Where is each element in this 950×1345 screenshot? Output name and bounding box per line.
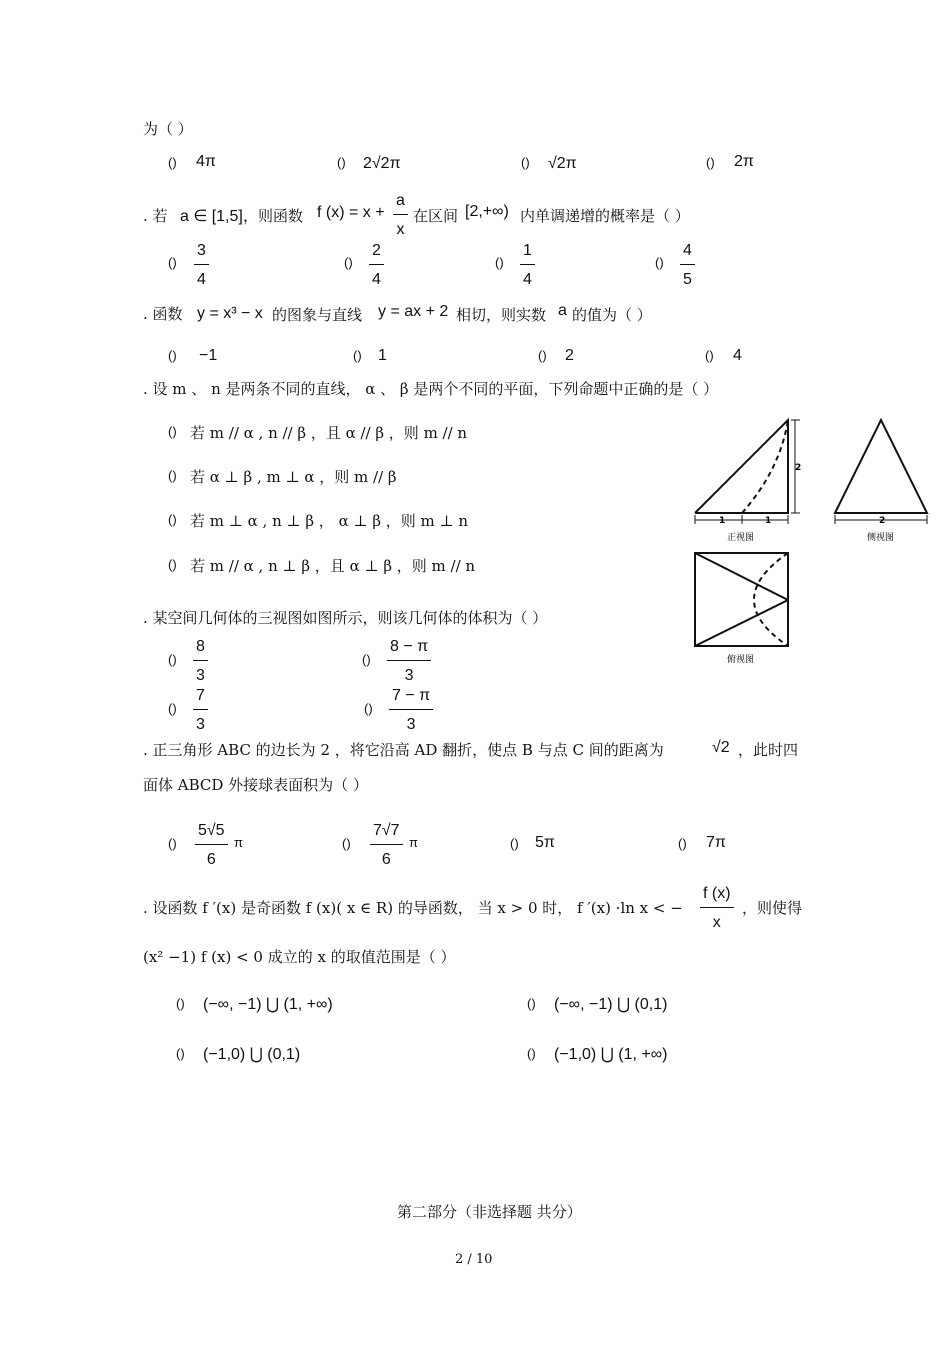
dim-right-label: 1 (765, 516, 772, 526)
frac-numerator: 7 (193, 687, 208, 710)
option-d-mark: () (705, 348, 714, 363)
frac-denominator: 6 (206, 851, 216, 868)
frac-denominator: 3 (406, 716, 416, 733)
q-tangent-line: y = ax + 2 (378, 303, 449, 320)
option-a-suffix: π (234, 835, 243, 850)
option-c-mark: () (538, 348, 547, 363)
option-a-mark: () (168, 155, 177, 170)
frac-denominator: 4 (197, 271, 206, 288)
frac-denominator: 3 (404, 667, 414, 684)
three-view-figure (685, 410, 935, 670)
option-c-mark: () (168, 701, 177, 716)
option-a-value: (−∞, −1) ⋃ (1, +∞) (203, 996, 333, 1013)
option-d-value: 2π (734, 153, 754, 170)
option-c-value: √2π (548, 155, 577, 172)
frac-denominator: 4 (372, 271, 381, 288)
option-d-mark: () (706, 155, 715, 170)
frac-numerator: 7 − π (389, 687, 433, 710)
option-a-value: 4π (196, 153, 216, 170)
q-prob-text2: 在区间 (413, 207, 459, 225)
q-odd-frac (700, 885, 734, 932)
option-d-value: 7π (706, 834, 726, 851)
option-a-mark: () (168, 348, 177, 363)
q-tangent-var: a (558, 302, 567, 319)
dim-left-label: 1 (719, 516, 726, 526)
frac-numerator: 8 − π (387, 638, 431, 661)
option-b-mark: () (353, 348, 362, 363)
option-a-text: 若 m // α , n // β ，且 α // β ，则 m // n (190, 424, 468, 442)
option-b-mark: () (342, 836, 351, 851)
option-b-mark: () (168, 468, 177, 483)
front-view (695, 420, 788, 513)
frac-denominator: 5 (683, 271, 692, 288)
option-d-frac (389, 687, 433, 734)
frac-numerator: f (x) (700, 885, 734, 908)
frac-numerator: 4 (680, 242, 695, 265)
frac-denominator: 6 (381, 851, 391, 868)
q-prob-text1: 则函数 (258, 207, 304, 225)
frac-denominator: 3 (196, 667, 205, 684)
q-odd-line1: . 设函数 f ′(x) 是奇函数 f (x)( x ∈ R) 的导函数， 当 x > 0 时， f ′(x) ·ln x < − (143, 899, 683, 917)
option-d-value: 4 (733, 347, 742, 364)
option-b-value: 1 (378, 347, 387, 364)
q-tangent-func: y = x³ − x (197, 305, 263, 322)
q-odd-line1-end: ，则使得 (742, 899, 803, 917)
q-tangent-prefix: . 函数 (143, 305, 183, 323)
option-c-value: 5π (535, 834, 555, 851)
option-b-text: 若 α ⊥ β , m ⊥ α ，则 m // β (190, 468, 397, 486)
q-prob-cond: a ∈ [1,5]， (180, 208, 259, 225)
front-dimension-base (695, 515, 788, 524)
frac-numerator: 8 (193, 638, 208, 661)
option-b-frac (369, 242, 384, 289)
frac-denominator: 4 (523, 271, 532, 288)
q-prob-frac (393, 192, 408, 239)
q-prob-interval: [2,+∞) (465, 203, 509, 220)
option-b-mark: () (362, 652, 371, 667)
top-view (695, 553, 788, 646)
option-a-mark: () (168, 836, 177, 851)
option-d-text: 若 m // α , n ⊥ β ，且 α ⊥ β ，则 m // n (190, 557, 476, 575)
q-sphere-line1-end: ，此时四 (738, 741, 799, 759)
frac-numerator: 3 (194, 242, 209, 265)
option-c-mark: () (510, 836, 519, 851)
q-volume-stem: . 某空间几何体的三视图如图所示，则该几何体的体积为（ ） (143, 609, 548, 627)
option-b-value: (−∞, −1) ⋃ (0,1) (554, 996, 668, 1013)
option-a-frac (194, 242, 209, 289)
frac-denominator: x (712, 914, 721, 931)
frac-numerator: 7√7 (370, 822, 403, 845)
page-number: 2 / 10 (455, 1252, 493, 1267)
top-view-label: 俯视图 (727, 655, 755, 665)
q-sphere-line1: . 正三角形 ABC 的边长为 2 ，将它沿高 AD 翻折，使点 B 与点 C 间的距离为 (143, 741, 664, 759)
option-b-mark: () (344, 255, 353, 270)
option-c-mark: () (176, 1046, 185, 1061)
option-d-value: (−1,0) ⋃ (1, +∞) (554, 1046, 668, 1063)
option-a-mark: () (168, 652, 177, 667)
q-prob-prefix: . 若 (143, 207, 168, 225)
option-b-mark: () (527, 996, 536, 1011)
option-b-mark: () (337, 155, 346, 170)
option-a-frac (195, 822, 228, 869)
frac-denominator: x (396, 221, 405, 238)
q-tangent-text1: 的图象与直线 (272, 306, 363, 324)
option-c-mark: () (521, 155, 530, 170)
q-prob-text3: 内单调递增的概率是（ ） (520, 207, 690, 225)
q-lines-stem: . 设 m 、 n 是两条不同的直线， α 、 β 是两个不同的平面，下列命题中正确的是（ ） (143, 380, 719, 398)
option-d-frac (680, 242, 695, 289)
frac-numerator: a (393, 192, 408, 215)
option-c-text: 若 m ⊥ α , n ⊥ β ， α ⊥ β ，则 m ⊥ n (190, 512, 469, 530)
option-d-mark: () (364, 701, 373, 716)
option-c-mark: () (495, 255, 504, 270)
option-d-mark: () (678, 836, 687, 851)
option-a-mark: () (168, 424, 177, 439)
dim-side-label: 2 (879, 516, 886, 526)
front-view-label: 正视图 (727, 533, 755, 543)
q-odd-line2: (x² −1) f (x) < 0 成立的 x 的取值范围是（ ） (143, 948, 456, 966)
option-a-mark: () (168, 255, 177, 270)
q-sphere-sqrt2: √2 (712, 739, 730, 756)
q-tangent-text2: 相切，则实数 (456, 306, 547, 324)
option-b-suffix: π (409, 835, 418, 850)
side-view (835, 420, 927, 513)
q-prob-func: f (x) = x + (317, 204, 385, 221)
q-tangent-text3: 的值为（ ） (572, 306, 652, 324)
option-c-mark: () (168, 512, 177, 527)
option-d-mark: () (168, 557, 177, 572)
q-sphere-line2: 面体 ABCD 外接球表面积为（ ） (143, 776, 368, 794)
side-view-label: 侧视图 (867, 533, 895, 543)
option-d-mark: () (527, 1046, 536, 1061)
option-c-frac (520, 242, 535, 289)
frac-denominator: 3 (196, 716, 205, 733)
option-d-mark: () (655, 255, 664, 270)
q-prev-stem: 为（ ） (143, 120, 193, 138)
frac-numerator: 2 (369, 242, 384, 265)
frac-numerator: 5√5 (195, 822, 228, 845)
option-b-frac (387, 638, 431, 685)
option-c-frac (193, 687, 208, 734)
option-a-mark: () (176, 996, 185, 1011)
option-b-frac (370, 822, 403, 869)
option-a-value: −1 (199, 347, 218, 364)
option-a-frac (193, 638, 208, 685)
option-b-value: 2√2π (363, 155, 401, 172)
option-c-value: (−1,0) ⋃ (0,1) (203, 1046, 301, 1063)
option-c-value: 2 (565, 347, 574, 364)
frac-numerator: 1 (520, 242, 535, 265)
dim-height-label: 2 (795, 463, 802, 473)
section-heading: 第二部分（非选择题 共分） (397, 1203, 582, 1221)
